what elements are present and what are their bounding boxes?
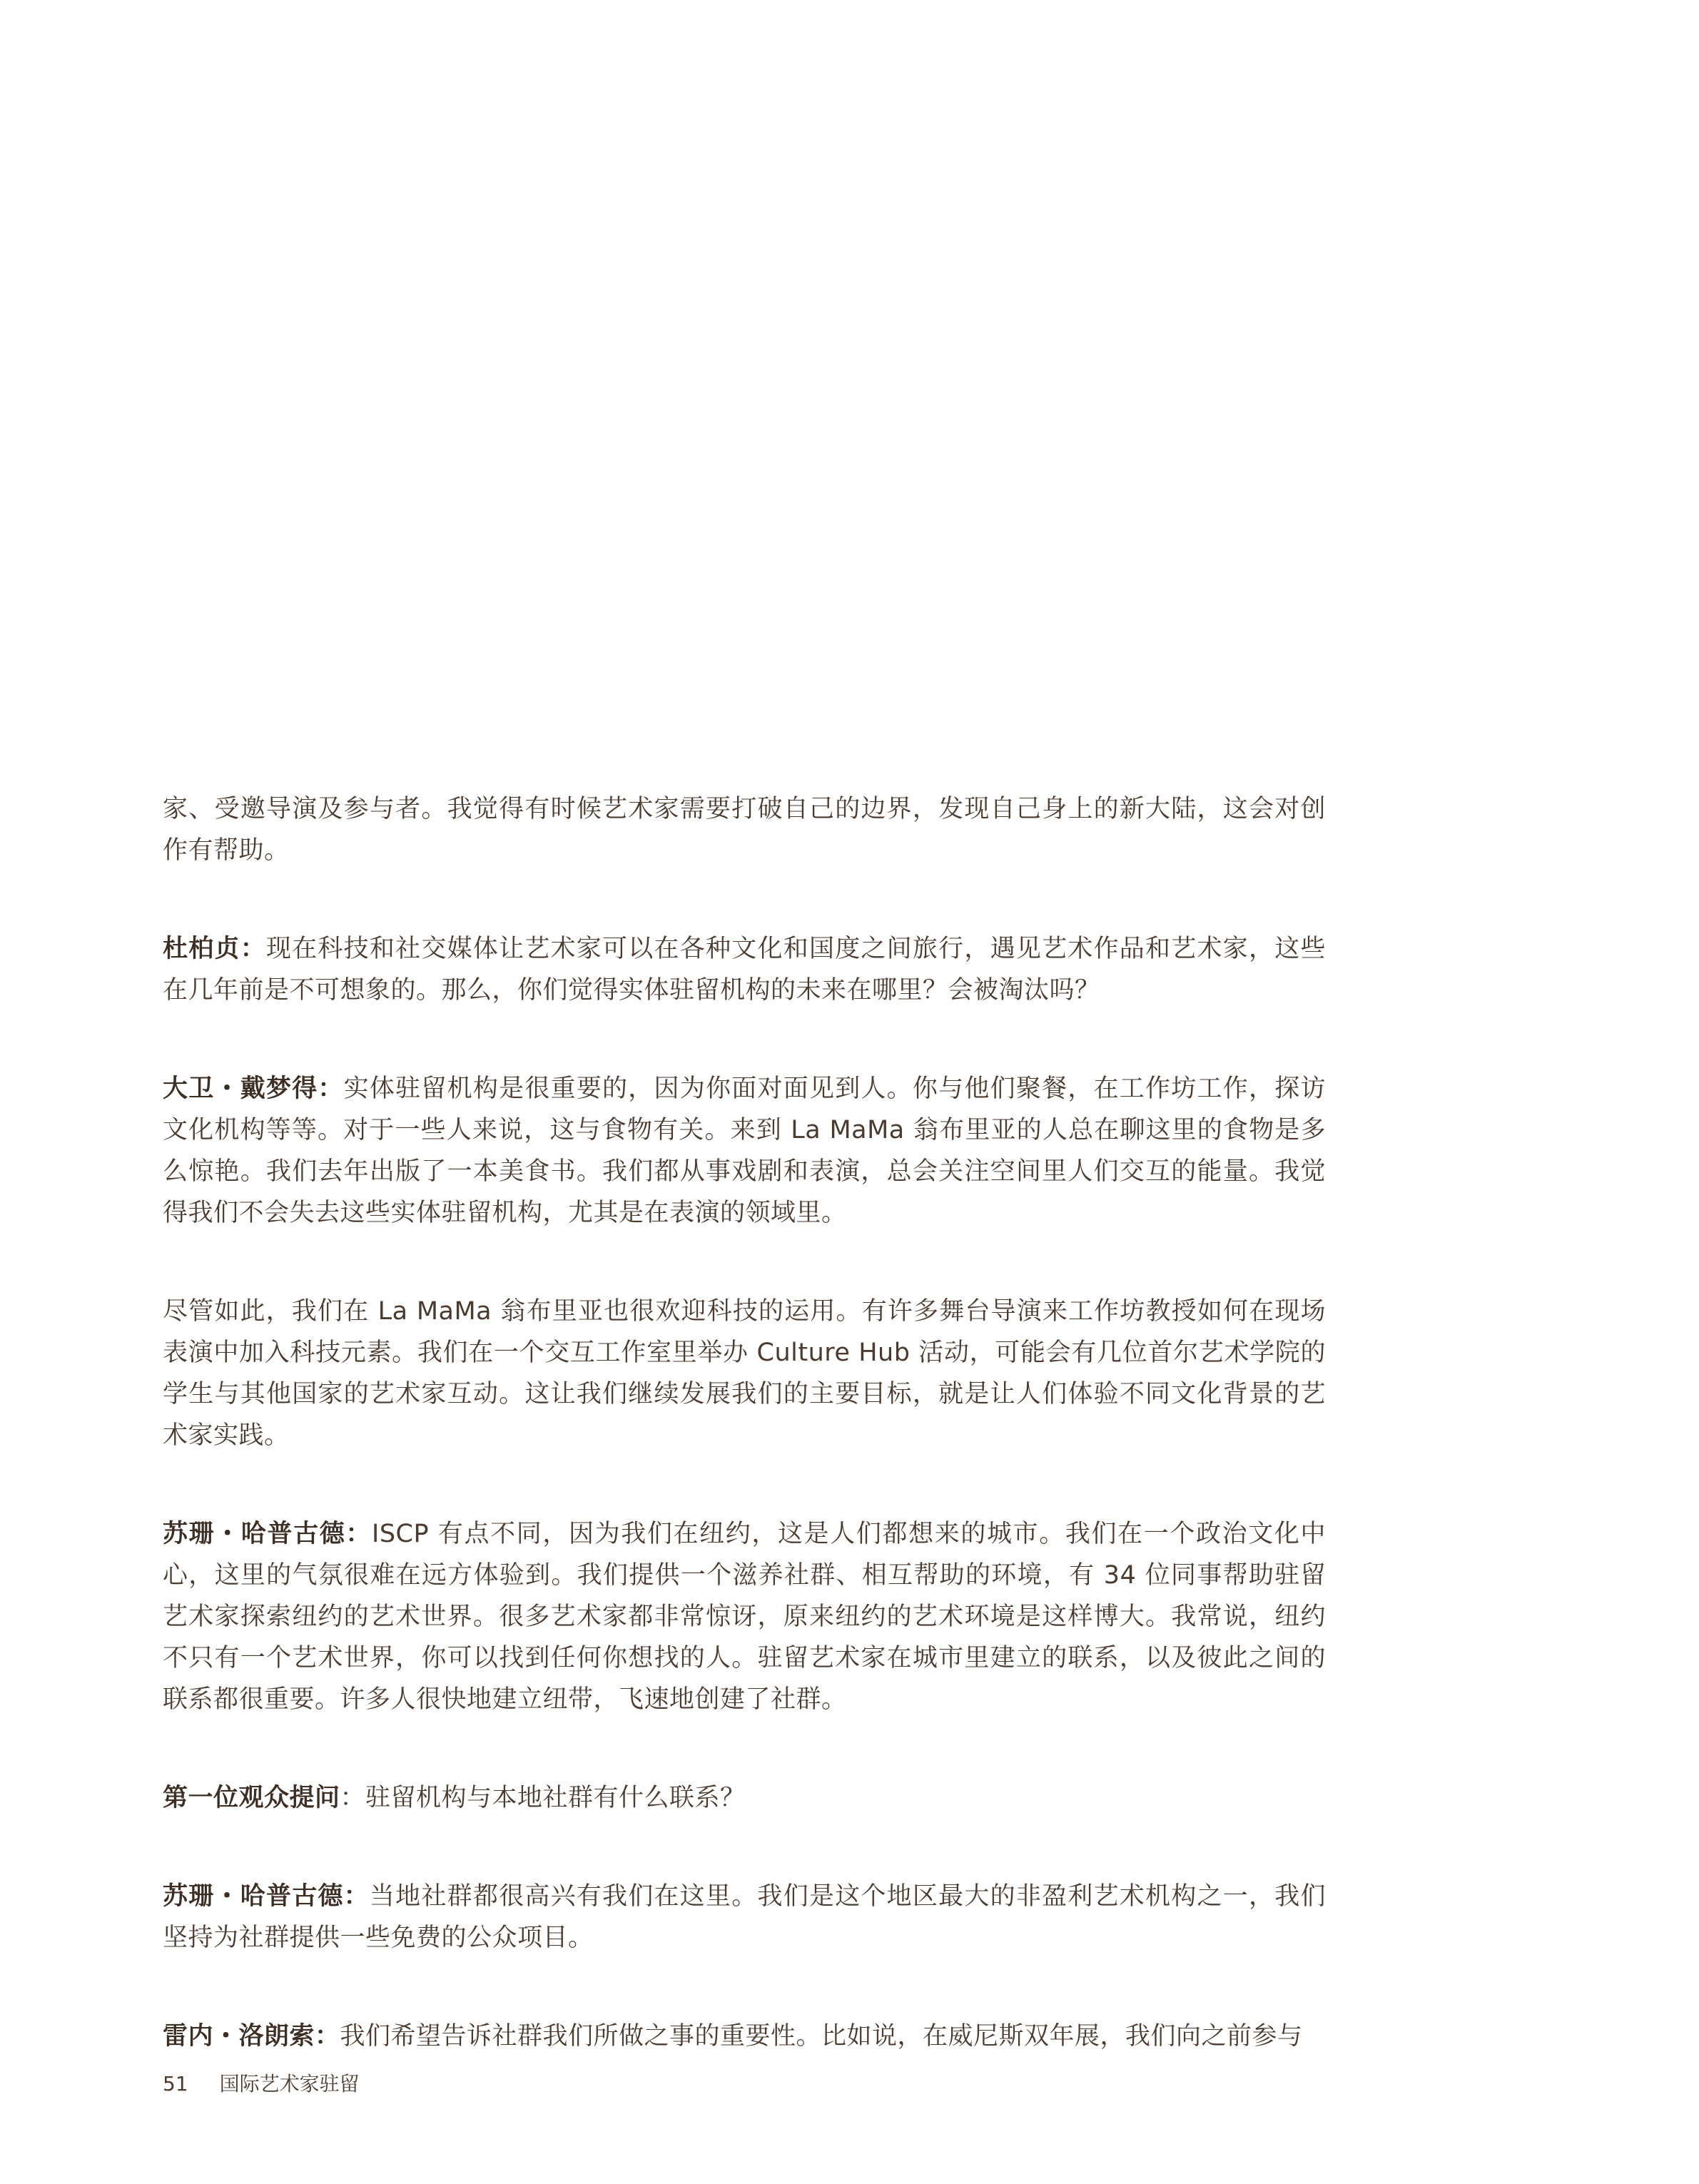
page-footer bbox=[163, 2068, 360, 2097]
paragraph-3 bbox=[163, 1068, 1326, 1234]
article-body bbox=[163, 788, 1326, 2114]
page-number: 51 bbox=[163, 2072, 188, 2096]
paragraph-5 bbox=[163, 1513, 1326, 1720]
paragraph-text: 我们希望告诉社群我们所做之事的重要性。比如说，在威尼斯双年展，我们向之前参与 bbox=[340, 2022, 1303, 2051]
paragraph-text: 家、受邀导演及参与者。我觉得有时候艺术家需要打破自己的边界，发现自己身上的新大陆，这会对创作有帮助。 bbox=[163, 795, 1326, 865]
paragraph-text: ISCP 有点不同，因为我们在纽约，这是人们都想来的城市。我们在一个政治文化中心，这里的气氛很难在远方体验到。我们提供一个滋养社群、相互帮助的环境，有 34 位同事帮助驻留艺术家探索纽约的艺术世界。很多艺术家都非常惊讶，原来纽约的艺术环境是这样博大。我常说，纽约不只有一个艺术世界，你可以找到任何你想找的人。驻留艺术家在城市里建立的联系，以及彼此之间的联系都很重要。许多人很快地建立纽带，飞速地创建了社群。 bbox=[163, 1520, 1326, 1714]
paragraph-6 bbox=[163, 1777, 1326, 1819]
speaker-name: 第一位观众提问 bbox=[163, 1784, 340, 1812]
paragraph-4 bbox=[163, 1291, 1326, 1456]
paragraph-text: 尽管如此，我们在 La MaMa 翁布里亚也很欢迎科技的运用。有许多舞台导演来工作坊教授如何在现场表演中加入科技元素。我们在一个交互工作室里举办 Culture Hub 活动，可能会有几位首尔艺术学院的学生与其他国家的艺术家互动。这让我们继续发展我们的主要目标，就是让人们体验不同文化背景的艺术家实践。 bbox=[163, 1297, 1326, 1450]
speaker-name: 杜柏贞： bbox=[163, 935, 266, 963]
paragraph-7 bbox=[163, 1876, 1326, 1959]
paragraph-text: 实体驻留机构是很重要的，因为你面对面见到人。你与他们聚餐，在工作坊工作，探访文化机构等等。对于一些人来说，这与食物有关。来到 La MaMa 翁布里亚的人总在聊这里的食物是多么惊艳。我们去年出版了一本美食书。我们都从事戏剧和表演，总会关注空间里人们交互的能量。我觉得我们不会失去这些实体驻留机构，尤其是在表演的领域里。 bbox=[163, 1075, 1326, 1227]
publication-title: 国际艺术家驻留 bbox=[219, 2072, 360, 2096]
speaker-name: 大卫・戴梦得： bbox=[163, 1075, 344, 1103]
speaker-name: 苏珊・哈普古德： bbox=[163, 1882, 370, 1911]
paragraph-2 bbox=[163, 928, 1326, 1011]
paragraph-text: 当地社群都很高兴有我们在这里。我们是这个地区最大的非盈利艺术机构之一，我们坚持为社群提供一些免费的公众项目。 bbox=[163, 1882, 1326, 1952]
paragraph-1 bbox=[163, 788, 1326, 871]
paragraph-8 bbox=[163, 2016, 1326, 2057]
speaker-name: 苏珊・哈普古德： bbox=[163, 1520, 372, 1548]
paragraph-text: 现在科技和社交媒体让艺术家可以在各种文化和国度之间旅行，遇见艺术作品和艺术家，这些在几年前是不可想象的。那么，你们觉得实体驻留机构的未来在哪里？会被淘汰吗？ bbox=[163, 935, 1326, 1005]
speaker-name: 雷内・洛朗索： bbox=[163, 2022, 340, 2051]
paragraph-text: ：驻留机构与本地社群有什么联系？ bbox=[340, 1784, 746, 1812]
